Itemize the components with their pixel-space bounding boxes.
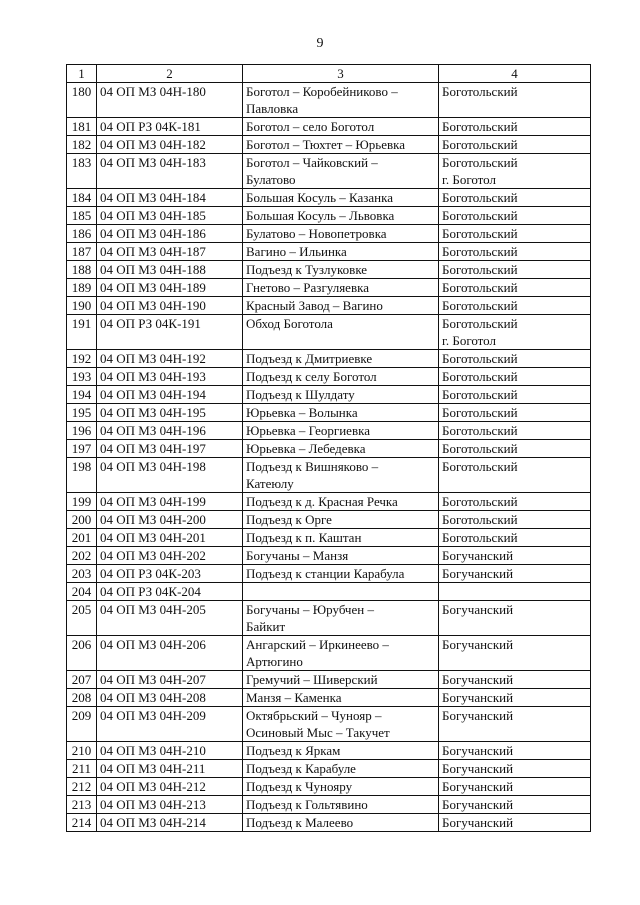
row-number-cell: 205 (67, 601, 97, 636)
road-id-cell: 04 ОП РЗ 04К-203 (97, 565, 243, 583)
row-number-cell: 201 (67, 529, 97, 547)
table-row (67, 583, 591, 601)
road-id-cell: 04 ОП МЗ 04Н-197 (97, 440, 243, 458)
row-number-cell: 206 (67, 636, 97, 671)
road-id-cell: 04 ОП МЗ 04Н-195 (97, 404, 243, 422)
road-id-cell: 04 ОП МЗ 04Н-213 (97, 796, 243, 814)
road-name-cell: Подъезд к д. Красная Речка (243, 493, 439, 511)
header-cell-3: 3 (243, 65, 439, 83)
district-cell: Боготольский г. Боготол (439, 154, 591, 189)
table-row (67, 529, 591, 547)
table-row (67, 368, 591, 386)
road-id-cell: 04 ОП МЗ 04Н-184 (97, 189, 243, 207)
road-id-cell: 04 ОП МЗ 04Н-189 (97, 279, 243, 297)
road-name-cell: Подъезд к Тузлуковке (243, 261, 439, 279)
table-row (67, 511, 591, 529)
district-cell: Боготольский (439, 261, 591, 279)
district-cell: Богучанский (439, 565, 591, 583)
roads-table (66, 64, 591, 832)
district-cell: Боготольский (439, 279, 591, 297)
road-id-cell: 04 ОП МЗ 04Н-198 (97, 458, 243, 493)
row-number-cell: 213 (67, 796, 97, 814)
row-number-cell: 193 (67, 368, 97, 386)
road-id-cell: 04 ОП МЗ 04Н-196 (97, 422, 243, 440)
row-number-cell: 189 (67, 279, 97, 297)
district-cell: Богучанский (439, 814, 591, 832)
table-row (67, 440, 591, 458)
row-number-cell: 186 (67, 225, 97, 243)
row-number-cell: 180 (67, 83, 97, 118)
district-cell: Боготольский (439, 118, 591, 136)
row-number-cell: 192 (67, 350, 97, 368)
road-name-cell: Обход Боготола (243, 315, 439, 350)
table-row (67, 207, 591, 225)
table-row (67, 760, 591, 778)
road-id-cell: 04 ОП МЗ 04Н-185 (97, 207, 243, 225)
road-name-cell: Вагино – Ильинка (243, 243, 439, 261)
row-number-cell: 204 (67, 583, 97, 601)
row-number-cell: 198 (67, 458, 97, 493)
road-id-cell: 04 ОП МЗ 04Н-192 (97, 350, 243, 368)
row-number-cell: 208 (67, 689, 97, 707)
row-number-cell: 196 (67, 422, 97, 440)
page-number: 9 (316, 36, 324, 51)
row-number-cell: 188 (67, 261, 97, 279)
road-name-cell: Манзя – Каменка (243, 689, 439, 707)
district-cell: Богучанский (439, 636, 591, 671)
road-id-cell: 04 ОП МЗ 04Н-212 (97, 778, 243, 796)
road-name-cell: Юрьевка – Георгиевка (243, 422, 439, 440)
table-row (67, 707, 591, 742)
district-cell: Боготольский (439, 404, 591, 422)
district-cell: Боготольский (439, 136, 591, 154)
district-cell: Боготольский (439, 350, 591, 368)
table-row (67, 689, 591, 707)
district-cell: Боготольский (439, 458, 591, 493)
road-id-cell: 04 ОП МЗ 04Н-214 (97, 814, 243, 832)
table-row (67, 154, 591, 189)
row-number-cell: 203 (67, 565, 97, 583)
row-number-cell: 207 (67, 671, 97, 689)
road-id-cell: 04 ОП МЗ 04Н-194 (97, 386, 243, 404)
road-name-cell: Булатово – Новопетровка (243, 225, 439, 243)
table-row (67, 814, 591, 832)
district-cell: Богучанский (439, 778, 591, 796)
road-id-cell: 04 ОП МЗ 04Н-187 (97, 243, 243, 261)
road-name-cell: Ангарский – Иркинеево – Артюгино (243, 636, 439, 671)
table-row (67, 189, 591, 207)
district-cell: Боготольский (439, 368, 591, 386)
row-number-cell: 184 (67, 189, 97, 207)
table-row (67, 225, 591, 243)
road-name-cell: Подъезд к Гольтявино (243, 796, 439, 814)
road-name-cell: Октябрьский – Чунояр – Осиновый Мыс – Такучет (243, 707, 439, 742)
row-number-cell: 181 (67, 118, 97, 136)
road-id-cell: 04 ОП МЗ 04Н-211 (97, 760, 243, 778)
row-number-cell: 191 (67, 315, 97, 350)
road-id-cell: 04 ОП МЗ 04Н-202 (97, 547, 243, 565)
table-row (67, 350, 591, 368)
table-row (67, 458, 591, 493)
row-number-cell: 212 (67, 778, 97, 796)
table-row (67, 315, 591, 350)
district-cell: Боготольский г. Боготол (439, 315, 591, 350)
road-name-cell: Подъезд к Яркам (243, 742, 439, 760)
table-row (67, 261, 591, 279)
road-name-cell: Богучаны – Юрубчен – Байкит (243, 601, 439, 636)
road-id-cell: 04 ОП РЗ 04К-191 (97, 315, 243, 350)
road-id-cell: 04 ОП МЗ 04Н-199 (97, 493, 243, 511)
district-cell: Боготольский (439, 243, 591, 261)
table-row (67, 83, 591, 118)
row-number-cell: 202 (67, 547, 97, 565)
district-cell: Богучанский (439, 689, 591, 707)
table-row (67, 493, 591, 511)
row-number-cell: 197 (67, 440, 97, 458)
road-name-cell: Боготол – Тюхтет – Юрьевка (243, 136, 439, 154)
road-id-cell: 04 ОП МЗ 04Н-209 (97, 707, 243, 742)
district-cell: Богучанский (439, 707, 591, 742)
road-id-cell: 04 ОП МЗ 04Н-205 (97, 601, 243, 636)
table-row (67, 778, 591, 796)
district-cell (439, 583, 591, 601)
row-number-cell: 190 (67, 297, 97, 315)
row-number-cell: 185 (67, 207, 97, 225)
table-row (67, 279, 591, 297)
table-row (67, 547, 591, 565)
header-row (67, 65, 591, 83)
road-id-cell: 04 ОП МЗ 04Н-206 (97, 636, 243, 671)
row-number-cell: 195 (67, 404, 97, 422)
road-name-cell: Гнетово – Разгуляевка (243, 279, 439, 297)
road-name-cell: Подъезд к Карабуле (243, 760, 439, 778)
table-row (67, 404, 591, 422)
road-id-cell: 04 ОП МЗ 04Н-188 (97, 261, 243, 279)
district-cell: Боготольский (439, 297, 591, 315)
table-row (67, 118, 591, 136)
district-cell: Боготольский (439, 225, 591, 243)
table-row (67, 796, 591, 814)
header-cell-2: 2 (97, 65, 243, 83)
table-row (67, 386, 591, 404)
table-row (67, 136, 591, 154)
road-id-cell: 04 ОП МЗ 04Н-182 (97, 136, 243, 154)
road-name-cell: Гремучий – Шиверский (243, 671, 439, 689)
district-cell: Боготольский (439, 189, 591, 207)
district-cell: Боготольский (439, 511, 591, 529)
table-row (67, 297, 591, 315)
district-cell: Богучанский (439, 760, 591, 778)
header-cell-4: 4 (439, 65, 591, 83)
road-name-cell: Подъезд к п. Каштан (243, 529, 439, 547)
road-name-cell: Подъезд к Шулдату (243, 386, 439, 404)
road-name-cell: Подъезд к селу Боготол (243, 368, 439, 386)
road-id-cell: 04 ОП РЗ 04К-204 (97, 583, 243, 601)
table-row (67, 601, 591, 636)
table-row (67, 565, 591, 583)
district-cell: Богучанский (439, 796, 591, 814)
district-cell: Богучанский (439, 547, 591, 565)
district-cell: Богучанский (439, 671, 591, 689)
table-row (67, 742, 591, 760)
road-id-cell: 04 ОП МЗ 04Н-201 (97, 529, 243, 547)
road-name-cell (243, 583, 439, 601)
row-number-cell: 199 (67, 493, 97, 511)
table-row (67, 243, 591, 261)
road-name-cell: Большая Косуль – Казанка (243, 189, 439, 207)
district-cell: Боготольский (439, 83, 591, 118)
road-name-cell: Красный Завод – Вагино (243, 297, 439, 315)
road-name-cell: Юрьевка – Волынка (243, 404, 439, 422)
header-cell-1: 1 (67, 65, 97, 83)
road-name-cell: Юрьевка – Лебедевка (243, 440, 439, 458)
road-id-cell: 04 ОП МЗ 04Н-190 (97, 297, 243, 315)
row-number-cell: 183 (67, 154, 97, 189)
row-number-cell: 182 (67, 136, 97, 154)
table-row (67, 671, 591, 689)
table-row (67, 636, 591, 671)
road-id-cell: 04 ОП РЗ 04К-181 (97, 118, 243, 136)
road-name-cell: Подъезд к станции Карабула (243, 565, 439, 583)
district-cell: Богучанский (439, 601, 591, 636)
table-body (67, 83, 591, 832)
row-number-cell: 209 (67, 707, 97, 742)
road-id-cell: 04 ОП МЗ 04Н-210 (97, 742, 243, 760)
row-number-cell: 211 (67, 760, 97, 778)
road-name-cell: Боготол – Чайковский – Булатово (243, 154, 439, 189)
road-name-cell: Богучаны – Манзя (243, 547, 439, 565)
row-number-cell: 194 (67, 386, 97, 404)
row-number-cell: 214 (67, 814, 97, 832)
table-row (67, 422, 591, 440)
road-name-cell: Подъезд к Дмитриевке (243, 350, 439, 368)
district-cell: Боготольский (439, 440, 591, 458)
row-number-cell: 187 (67, 243, 97, 261)
road-id-cell: 04 ОП МЗ 04Н-208 (97, 689, 243, 707)
district-cell: Боготольский (439, 422, 591, 440)
district-cell: Боготольский (439, 493, 591, 511)
road-name-cell: Боготол – село Боготол (243, 118, 439, 136)
road-id-cell: 04 ОП МЗ 04Н-180 (97, 83, 243, 118)
district-cell: Боготольский (439, 207, 591, 225)
road-name-cell: Подъезд к Орге (243, 511, 439, 529)
road-id-cell: 04 ОП МЗ 04Н-207 (97, 671, 243, 689)
district-cell: Боготольский (439, 529, 591, 547)
road-name-cell: Подъезд к Вишняково – Катеюлу (243, 458, 439, 493)
row-number-cell: 210 (67, 742, 97, 760)
road-id-cell: 04 ОП МЗ 04Н-183 (97, 154, 243, 189)
row-number-cell: 200 (67, 511, 97, 529)
road-name-cell: Большая Косуль – Львовка (243, 207, 439, 225)
road-id-cell: 04 ОП МЗ 04Н-193 (97, 368, 243, 386)
district-cell: Боготольский (439, 386, 591, 404)
road-id-cell: 04 ОП МЗ 04Н-186 (97, 225, 243, 243)
road-name-cell: Боготол – Коробейниково – Павловка (243, 83, 439, 118)
road-name-cell: Подъезд к Чунояру (243, 778, 439, 796)
road-id-cell: 04 ОП МЗ 04Н-200 (97, 511, 243, 529)
road-name-cell: Подъезд к Малеево (243, 814, 439, 832)
district-cell: Богучанский (439, 742, 591, 760)
